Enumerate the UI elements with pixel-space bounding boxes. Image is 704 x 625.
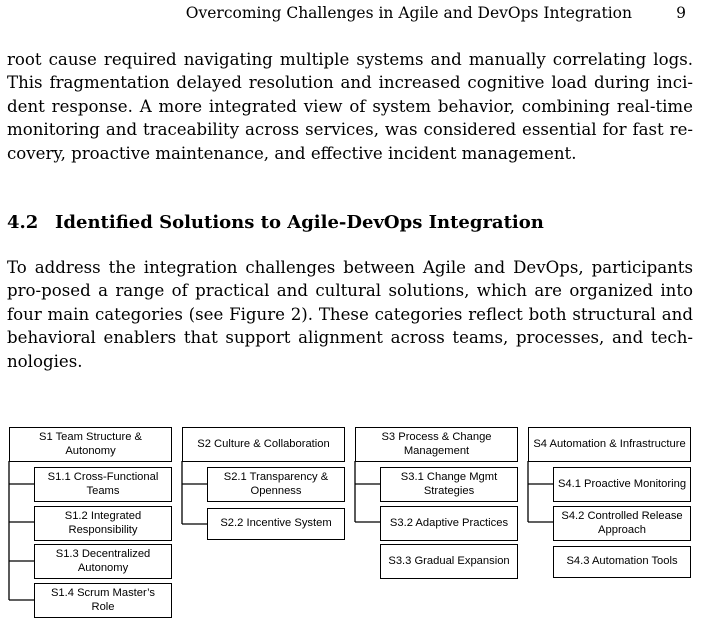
subcategory-box: S2.1 Transparency & Openness xyxy=(207,467,345,502)
subcategory-box: S3.3 Gradual Expansion xyxy=(380,544,518,579)
subcategory-box: S3.2 Adaptive Practices xyxy=(380,506,518,541)
section-number: 4.2 xyxy=(7,212,39,233)
category-box-s4: S4 Automation & Infrastructure xyxy=(528,427,691,462)
subcategory-box: S2.2 Incentive System xyxy=(207,508,345,540)
section-title: Identified Solutions to Agile-DevOps Integration xyxy=(55,212,544,233)
subcategory-box: S1.3 Decentralized Autonomy xyxy=(34,544,172,579)
section-heading xyxy=(7,212,544,233)
running-title: Overcoming Challenges in Agile and DevOps Integration xyxy=(185,4,632,22)
category-box-s1: S1 Team Structure & Autonomy xyxy=(9,427,172,462)
subcategory-box: S1.2 Integrated Responsibility xyxy=(34,506,172,541)
subcategory-box: S3.1 Change Mgmt Strategies xyxy=(380,467,518,502)
category-box-s2: S2 Culture & Collaboration xyxy=(182,427,345,462)
category-box-s3: S3 Process & Change Management xyxy=(355,427,518,462)
page-number: 9 xyxy=(676,4,686,22)
body-paragraph: To address the integration challenges between Agile and DevOps, participants pro-posed a range of practical and cultural solutions, which are organized into four main categories (see Figure 2). These categories reflect both structural and behavioral enablers that support alignment across teams, processes, and technologies. xyxy=(7,258,693,371)
subcategory-box: S4.1 Proactive Monitoring xyxy=(553,467,691,502)
subcategory-box: S1.1 Cross-Functional Teams xyxy=(34,467,172,502)
subcategory-box: S4.3 Automation Tools xyxy=(553,546,691,578)
page-header xyxy=(0,4,686,24)
solutions-tree-figure xyxy=(0,420,704,625)
subcategory-box: S4.2 Controlled Release Approach xyxy=(553,506,691,541)
body-paragraph: root cause required navigating multiple systems and manually correlating logs. This fragmentation delayed resolution and increased cognitive load during incident response. A more integrated view of system behavior, combining real-time monitoring and traceability across services, was considered essential for fast recovery, proactive maintenance, and effective incident management. xyxy=(7,50,693,163)
subcategory-box: S1.4 Scrum Master’s Role xyxy=(34,583,172,618)
